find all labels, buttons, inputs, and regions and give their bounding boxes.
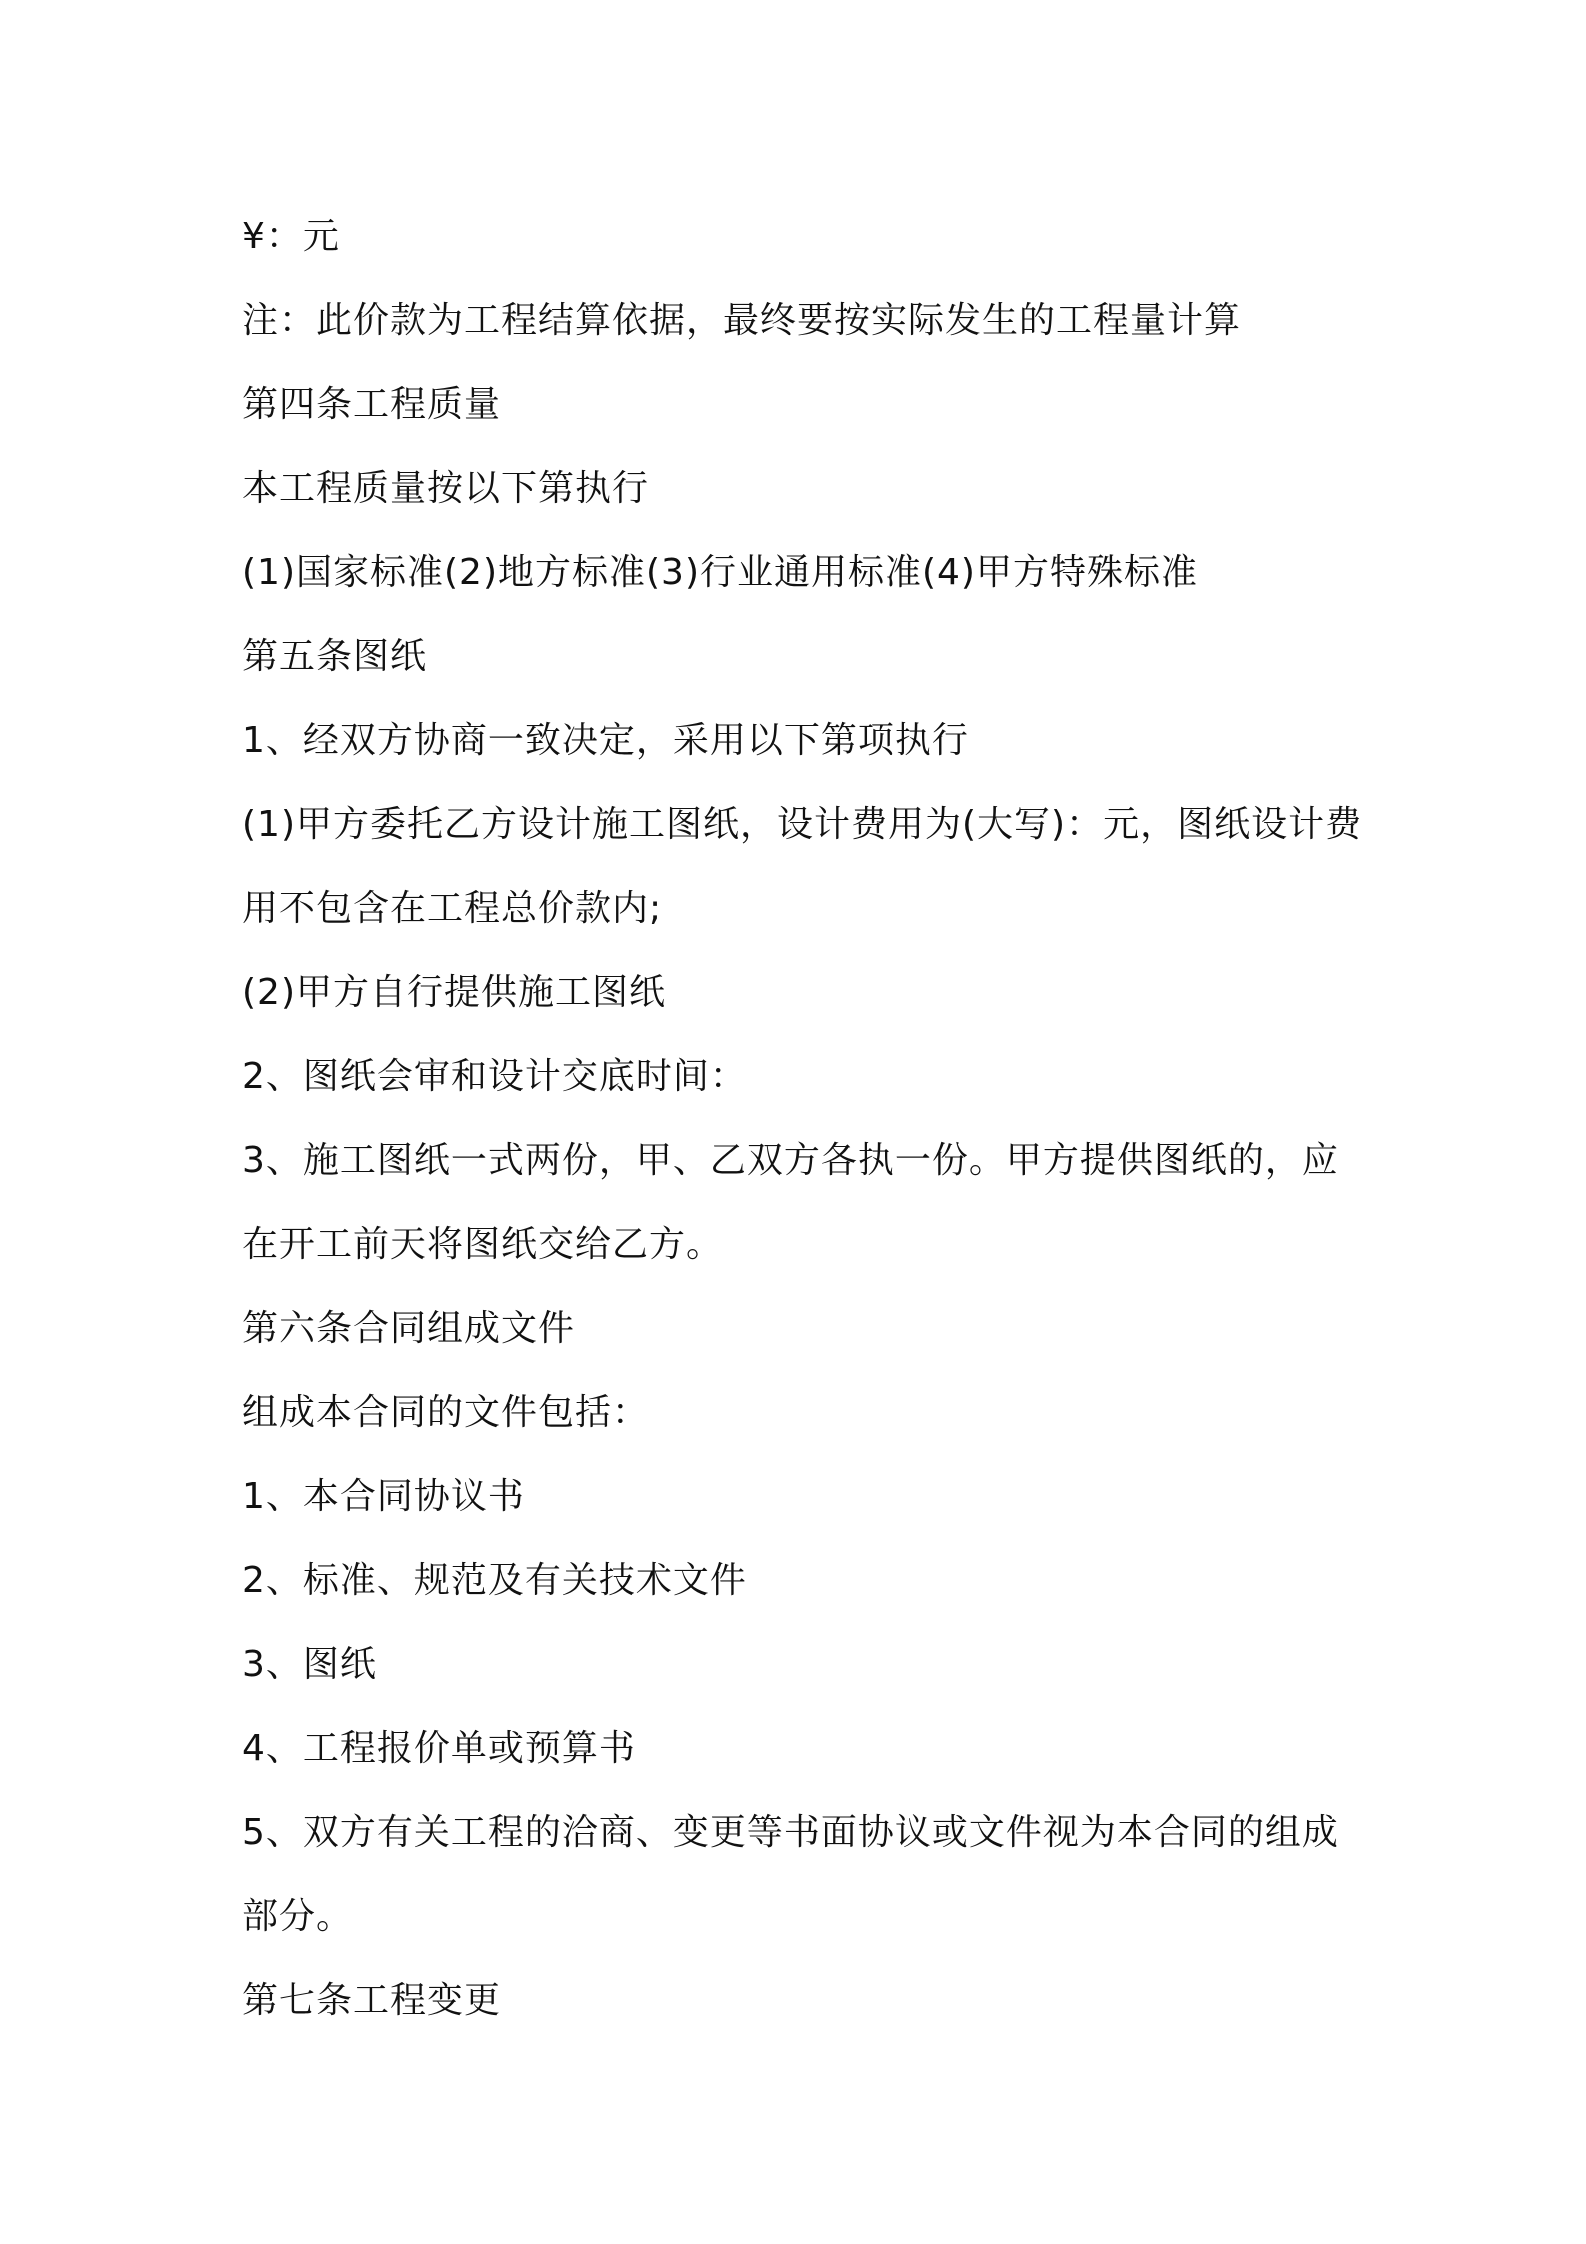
article-6-heading: 第六条合同组成文件 xyxy=(242,1308,576,1349)
drawings-item-3-cont: 在开工前天将图纸交给乙方。 xyxy=(242,1224,724,1265)
contract-doc-item-2: 2、标准、规范及有关技术文件 xyxy=(242,1560,747,1601)
article-5-heading: 第五条图纸 xyxy=(242,636,428,677)
article-7-heading: 第七条工程变更 xyxy=(242,1980,502,2021)
contract-doc-item-3: 3、图纸 xyxy=(242,1644,377,1685)
quality-standard-options: (1)国家标准(2)地方标准(3)行业通用标准(4)甲方特殊标准 xyxy=(242,552,1198,593)
contract-doc-item-5: 5、双方有关工程的洽商、变更等书面协议或文件视为本合同的组成 xyxy=(242,1812,1339,1853)
drawings-item-3: 3、施工图纸一式两份，甲、乙双方各执一份。甲方提供图纸的，应 xyxy=(242,1140,1339,1181)
price-note: 注：此价款为工程结算依据，最终要按实际发生的工程量计算 xyxy=(242,300,1242,341)
drawings-option-1-cont: 用不包含在工程总价款内; xyxy=(242,888,663,929)
quality-standard-line: 本工程质量按以下第执行 xyxy=(242,468,650,509)
contract-doc-item-5-cont: 部分。 xyxy=(242,1896,354,1937)
article-4-heading: 第四条工程质量 xyxy=(242,384,502,425)
drawings-option-1: (1)甲方委托乙方设计施工图纸，设计费用为(大写)：元，图纸设计费 xyxy=(242,804,1363,845)
document-body xyxy=(242,195,1362,2043)
contract-doc-item-4: 4、工程报价单或预算书 xyxy=(242,1728,636,1769)
drawings-item-2: 2、图纸会审和设计交底时间： xyxy=(242,1056,747,1097)
drawings-option-2: (2)甲方自行提供施工图纸 xyxy=(242,972,666,1013)
contract-docs-intro: 组成本合同的文件包括： xyxy=(242,1392,650,1433)
contract-doc-item-1: 1、本合同协议书 xyxy=(242,1476,525,1517)
drawings-item-1: 1、经双方协商一致决定，采用以下第项执行 xyxy=(242,720,969,761)
price-unit-line: ¥：元 xyxy=(242,216,340,257)
